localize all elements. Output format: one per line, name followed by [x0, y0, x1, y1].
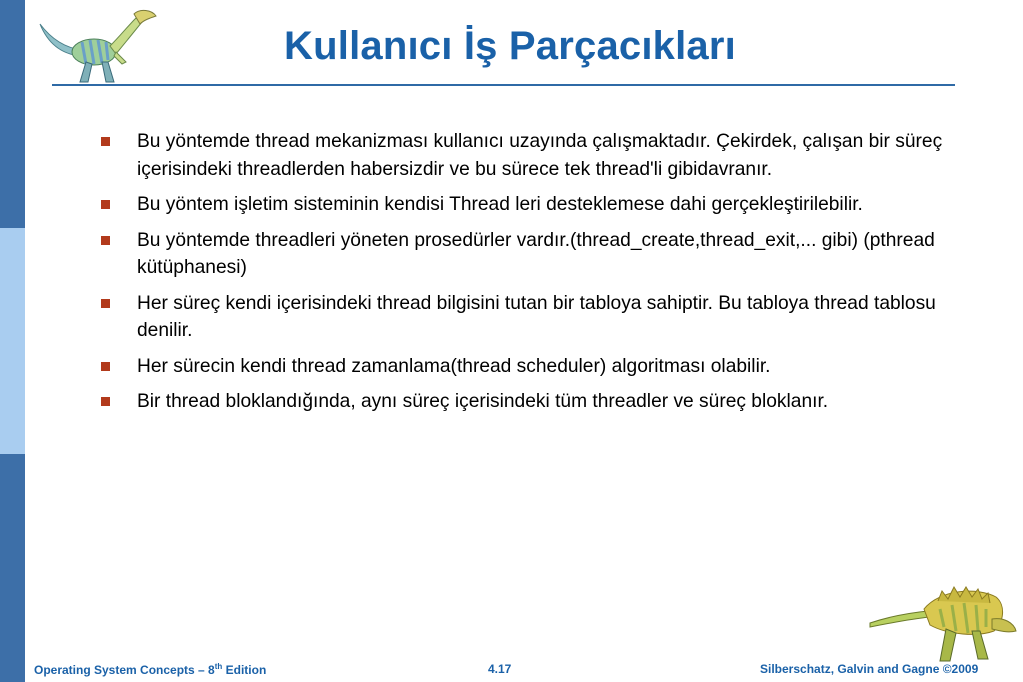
- bullet-item: [100, 290, 950, 345]
- bullet-item: [100, 227, 950, 282]
- square-bullet-icon: [101, 236, 110, 245]
- title-divider: [52, 84, 955, 86]
- bullet-text: Her süreç kendi içerisindeki thread bilgisini tutan bir tabloya sahiptir. Bu tabloya thread tablosu denilir.: [137, 292, 936, 341]
- dinosaur-logo-icon: [868, 583, 1018, 665]
- square-bullet-icon: [101, 362, 110, 371]
- bullet-list: [100, 128, 950, 424]
- bullet-item: [100, 191, 950, 219]
- page-number: 4.17: [488, 662, 512, 676]
- square-bullet-icon: [101, 200, 110, 209]
- bullet-text: Bu yöntemde threadleri yöneten prosedürler vardır.(thread_create,thread_exit,... gibi) (pthread kütüphanesi): [137, 229, 935, 278]
- slide-title: Kullanıcı İş Parçacıkları: [284, 24, 736, 68]
- bullet-text: Bu yöntem işletim sisteminin kendisi Thread leri desteklemese dahi gerçekleştirilebilir.: [137, 194, 863, 215]
- bullet-item: [100, 353, 950, 381]
- footer-edition-sup: th: [214, 662, 223, 671]
- sidebar-middle-segment: [0, 228, 25, 454]
- bullet-text: Bir thread bloklandığında, aynı süreç içerisindeki tüm threadler ve süreç bloklanır.: [137, 391, 829, 412]
- bullet-text: Bu yöntemde thread mekanizması kullanıcı uzayında çalışmaktadır. Çekirdek, çalışan bir süreç içerisindeki threadlerden habersizdir ve bu sürece tek thread'li gibidavranır.: [137, 131, 943, 180]
- bullet-text: Her sürecin kendi thread zamanlama(thread scheduler) algoritması olabilir.: [137, 355, 771, 377]
- square-bullet-icon: [101, 137, 110, 146]
- sidebar-bottom-segment: [0, 454, 25, 682]
- footer-book-title: [34, 662, 266, 677]
- bullet-item: [100, 128, 950, 183]
- footer-authors: Silberschatz, Galvin and Gagne ©2009: [760, 662, 979, 676]
- footer-book-title-main: Operating System Concepts – 8: [34, 663, 215, 677]
- footer-book-title-suffix: Edition: [222, 663, 267, 677]
- sidebar-top-segment: [0, 0, 25, 228]
- square-bullet-icon: [101, 397, 110, 406]
- dinosaur-logo-icon: [36, 6, 158, 86]
- bullet-item: [100, 388, 950, 416]
- square-bullet-icon: [101, 299, 110, 308]
